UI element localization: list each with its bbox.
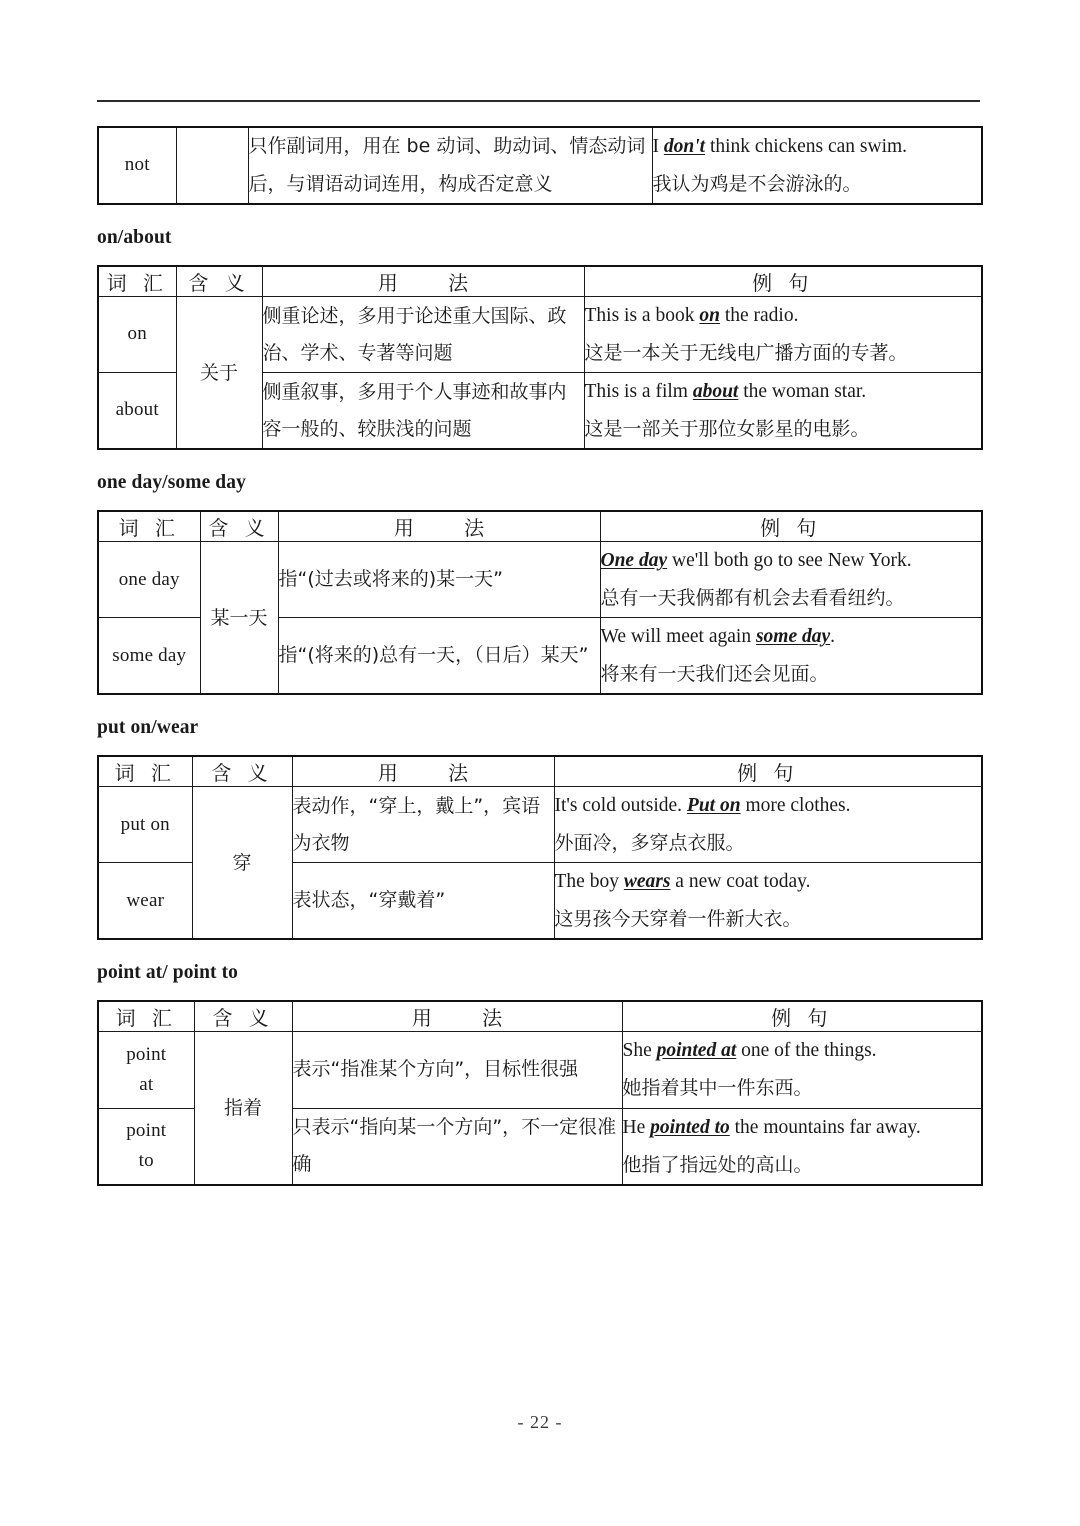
word-cell: some day bbox=[98, 618, 200, 695]
example-en-post: one of the things. bbox=[736, 1040, 877, 1062]
example-sentence-zh: 我认为鸡是不会游泳的。 bbox=[652, 173, 862, 196]
table-row bbox=[98, 1032, 982, 1108]
example-sentence-zh: 她指着其中一件东西。 bbox=[622, 1077, 813, 1100]
example-highlight: One day bbox=[600, 550, 668, 572]
word-cell: point to bbox=[98, 1108, 194, 1185]
example-en-post: the mountains far away. bbox=[729, 1116, 921, 1138]
spacer bbox=[97, 249, 981, 265]
column-header-meaning: 含 义 bbox=[176, 266, 262, 297]
word-cell: wear bbox=[98, 863, 192, 940]
table-row bbox=[98, 297, 982, 373]
comparison-table-not bbox=[97, 126, 983, 205]
example-sentence-en bbox=[623, 1032, 982, 1070]
table-header-row bbox=[98, 511, 982, 542]
example-sentence-en bbox=[585, 373, 982, 411]
usage-cell: 只作副词用，用在 be 动词、助动词、情态动词后，与谓语动词连用，构成否定意义 bbox=[248, 127, 652, 204]
comparison-table-point-at-point-to bbox=[97, 1000, 983, 1185]
spacer bbox=[97, 494, 981, 510]
example-en-pre: This is a film bbox=[584, 381, 693, 403]
merged-meaning-cell: 某一天 bbox=[200, 542, 278, 695]
example-en-pre: She bbox=[622, 1040, 657, 1062]
word-cell: not bbox=[98, 127, 176, 204]
column-header-example: 例 句 bbox=[584, 266, 982, 297]
usage-cell: 指“(过去或将来的)某一天” bbox=[278, 542, 600, 618]
table-header-row bbox=[98, 266, 982, 297]
column-header-usage: 用 法 bbox=[292, 756, 554, 787]
example-cell bbox=[554, 863, 982, 940]
example-en-pre: This is a book bbox=[584, 305, 700, 327]
merged-meaning-cell: 穿 bbox=[192, 787, 292, 940]
example-cell bbox=[554, 787, 982, 863]
example-en-post: the radio. bbox=[719, 305, 799, 327]
example-en-pre: We will meet again bbox=[600, 626, 756, 648]
column-header-word: 词 汇 bbox=[98, 756, 192, 787]
example-sentence-en bbox=[555, 787, 982, 825]
merged-meaning-cell: 关于 bbox=[176, 297, 262, 450]
column-header-meaning: 含 义 bbox=[192, 756, 292, 787]
example-sentence-en bbox=[623, 1109, 982, 1147]
usage-cell: 只表示“指向某一个方向”，不一定很准确 bbox=[292, 1108, 622, 1185]
spacer bbox=[97, 695, 981, 717]
word-cell: one day bbox=[98, 542, 200, 618]
example-en-post: more clothes. bbox=[740, 795, 851, 817]
table-header-row bbox=[98, 756, 982, 787]
example-sentence-zh: 将来有一天我们还会见面。 bbox=[600, 663, 829, 686]
example-en-post: the woman star. bbox=[738, 381, 867, 403]
example-sentence-zh: 外面冷，多穿点衣服。 bbox=[554, 832, 745, 855]
word-cell: put on bbox=[98, 787, 192, 863]
example-en-pre: The boy bbox=[554, 871, 624, 893]
example-cell bbox=[622, 1032, 982, 1108]
example-cell bbox=[584, 373, 982, 450]
column-header-example: 例 句 bbox=[622, 1001, 982, 1032]
example-en-pre: I bbox=[652, 136, 664, 157]
example-highlight: about bbox=[692, 381, 739, 403]
example-sentence-en bbox=[555, 863, 982, 901]
spacer bbox=[97, 940, 981, 962]
example-cell bbox=[652, 127, 982, 204]
example-en-pre: He bbox=[622, 1116, 651, 1138]
example-en-post: think chickens can swim. bbox=[705, 136, 908, 157]
spacer bbox=[97, 450, 981, 472]
usage-cell: 侧重叙事，多用于个人事迹和故事内容一般的、较肤浅的问题 bbox=[262, 373, 584, 450]
example-sentence-en bbox=[653, 128, 982, 166]
example-en-post: . bbox=[830, 626, 836, 648]
example-highlight: pointed to bbox=[650, 1116, 730, 1138]
example-highlight: wears bbox=[623, 871, 671, 893]
column-header-word: 词 汇 bbox=[98, 1001, 194, 1032]
word-cell: point at bbox=[98, 1032, 194, 1108]
example-en-post: we'll both go to see New York. bbox=[667, 550, 912, 572]
word-cell: about bbox=[98, 373, 176, 450]
column-header-meaning: 含 义 bbox=[200, 511, 278, 542]
example-sentence-zh: 这是一本关于无线电广播方面的专著。 bbox=[584, 342, 908, 365]
column-header-meaning: 含 义 bbox=[194, 1001, 292, 1032]
comparison-table-one-day-some-day bbox=[97, 510, 983, 695]
usage-cell: 表状态，“穿戴着” bbox=[292, 863, 554, 940]
example-sentence-zh: 他指了指远处的高山。 bbox=[622, 1153, 813, 1176]
group-title-point-at-point-to: point at/ point to bbox=[97, 962, 239, 984]
example-cell bbox=[600, 542, 982, 618]
column-header-example: 例 句 bbox=[554, 756, 982, 787]
page-footer bbox=[0, 1412, 1080, 1433]
example-highlight: don't bbox=[663, 136, 706, 157]
example-cell bbox=[622, 1108, 982, 1185]
table-row bbox=[98, 127, 982, 204]
header-rule bbox=[97, 100, 980, 102]
meaning-cell bbox=[176, 127, 248, 204]
example-cell bbox=[584, 297, 982, 373]
usage-cell: 表示“指准某个方向”，目标性很强 bbox=[292, 1032, 622, 1108]
group-title-one-day-some-day: one day/some day bbox=[97, 472, 246, 494]
document-content bbox=[97, 126, 981, 1186]
page-number: - 22 - bbox=[517, 1412, 563, 1432]
table-row bbox=[98, 787, 982, 863]
table-header-row bbox=[98, 1001, 982, 1032]
usage-cell: 指“(将来的)总有一天，（日后）某天” bbox=[278, 618, 600, 695]
example-sentence-en bbox=[601, 542, 982, 580]
column-header-word: 词 汇 bbox=[98, 511, 200, 542]
word-cell: on bbox=[98, 297, 176, 373]
spacer bbox=[97, 739, 981, 755]
example-sentence-en bbox=[601, 618, 982, 656]
spacer bbox=[97, 984, 981, 1000]
example-highlight: Put on bbox=[686, 795, 741, 817]
column-header-usage: 用 法 bbox=[278, 511, 600, 542]
example-sentence-en bbox=[585, 297, 982, 335]
column-header-word: 词 汇 bbox=[98, 266, 176, 297]
comparison-table-put-on-wear bbox=[97, 755, 983, 940]
example-highlight: some day bbox=[755, 626, 831, 648]
example-highlight: on bbox=[699, 305, 720, 327]
merged-meaning-cell: 指着 bbox=[194, 1032, 292, 1185]
column-header-usage: 用 法 bbox=[292, 1001, 622, 1032]
example-sentence-zh: 总有一天我俩都有机会去看看纽约。 bbox=[600, 587, 905, 610]
example-cell bbox=[600, 618, 982, 695]
example-sentence-zh: 这是一部关于那位女影星的电影。 bbox=[584, 418, 870, 441]
group-title-put-on-wear: put on/wear bbox=[97, 717, 199, 739]
example-sentence-zh: 这男孩今天穿着一件新大衣。 bbox=[554, 908, 802, 931]
example-en-post: a new coat today. bbox=[670, 871, 811, 893]
example-highlight: pointed at bbox=[656, 1040, 737, 1062]
spacer bbox=[97, 205, 981, 227]
group-title-on-about: on/about bbox=[97, 227, 172, 249]
comparison-table-on-about bbox=[97, 265, 983, 450]
usage-cell: 侧重论述，多用于论述重大国际、政治、学术、专著等问题 bbox=[262, 297, 584, 373]
usage-cell: 表动作，“穿上，戴上”，宾语为衣物 bbox=[292, 787, 554, 863]
table-row bbox=[98, 542, 982, 618]
column-header-example: 例 句 bbox=[600, 511, 982, 542]
column-header-usage: 用 法 bbox=[262, 266, 584, 297]
example-en-pre: It's cold outside. bbox=[554, 795, 687, 817]
